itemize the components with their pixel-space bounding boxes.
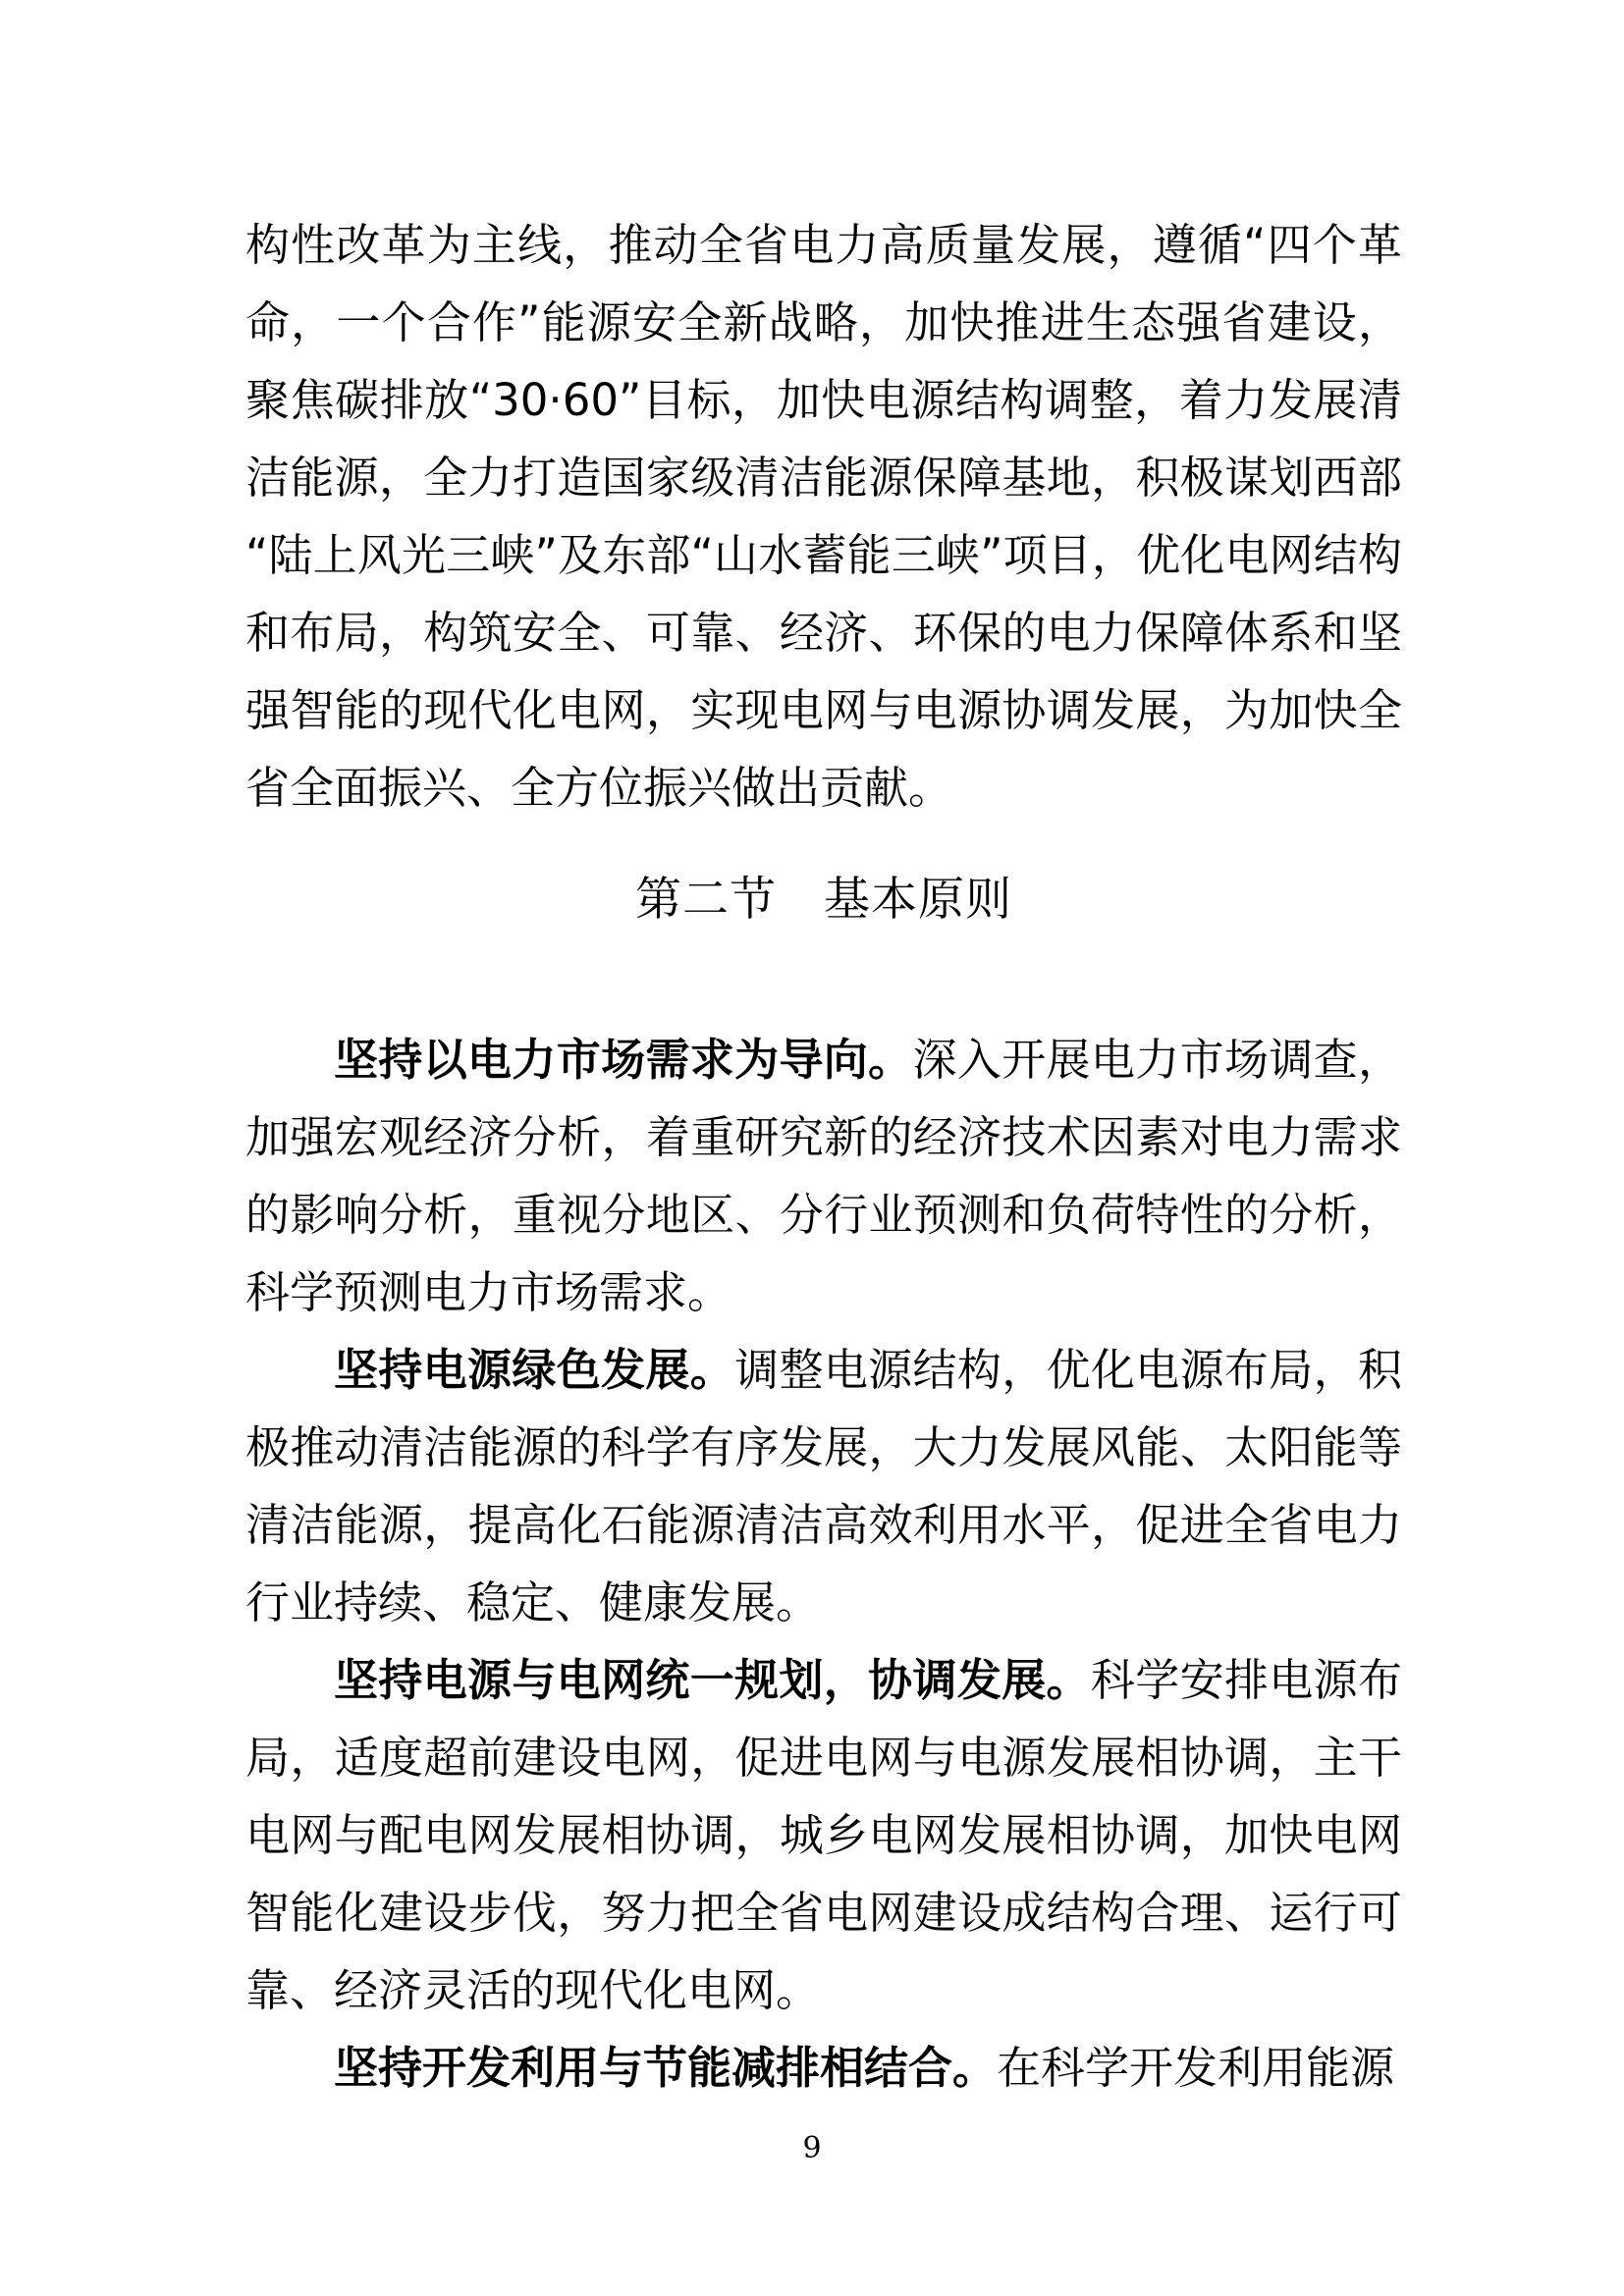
principle-paragraph-2 — [245, 1331, 1402, 1641]
principle-3-text: 科学安排电源布局，适度超前建设电网，促进电网与电源发展相协调，主干电网与配电网发展相协调，城乡电网发展相协调，加快电网智能化建设步伐，努力把全省电网建设成结构合理、运行可靠、经济灵活的现代化电网。 — [245, 1654, 1402, 2016]
section-heading: 第二节 基本原则 — [635, 873, 1012, 927]
principle-1-text: 深入开展电力市场调查，加强宏观经济分析，着重研究新的经济技术因素对电力需求的影响分析，重视分地区、分行业预测和负荷特性的分析，科学预测电力市场需求。 — [245, 1034, 1402, 1318]
principle-paragraph-4 — [245, 2029, 1402, 2107]
principle-paragraph-3 — [245, 1641, 1402, 2029]
text-block — [245, 206, 1402, 2107]
principle-1-lead: 坚持以电力市场需求为导向。 — [334, 1034, 913, 1086]
page-number: 9 — [802, 2131, 822, 2165]
principle-2-lead: 坚持电源绿色发展。 — [334, 1344, 735, 1396]
principle-4-lead: 坚持开发利用与节能减排相结合。 — [334, 2042, 998, 2094]
principle-paragraph-1 — [245, 1021, 1402, 1331]
principle-3-lead: 坚持电源与电网统一规划，协调发展。 — [334, 1654, 1091, 1706]
principle-4-text: 在科学开发利用能源 — [997, 2042, 1395, 2094]
principle-2-text: 调整电源结构，优化电源布局，积极推动清洁能源的科学有序发展，大力发展风能、太阳能等清洁能源，提高化石能源清洁高效利用水平，促进全省电力行业持续、稳定、健康发展。 — [245, 1344, 1402, 1629]
continuation-paragraph: 构性改革为主线，推动全省电力高质量发展，遵循“四个革命，一个合作”能源安全新战略，加快推进生态强省建设，聚焦碳排放“30·60”目标，加快电源结构调整，着力发展清洁能源，全力打造国家级清洁能源保障基地，积极谋划西部“陆上风光三峡”及东部“山水蓄能三峡”项目，优化电网结构和布局，构筑安全、可靠、经济、环保的电力保障体系和坚强智能的现代化电网，实现电网与电源协调发展，为加快全省全面振兴、全方位振兴做出贡献。 — [245, 219, 1402, 814]
